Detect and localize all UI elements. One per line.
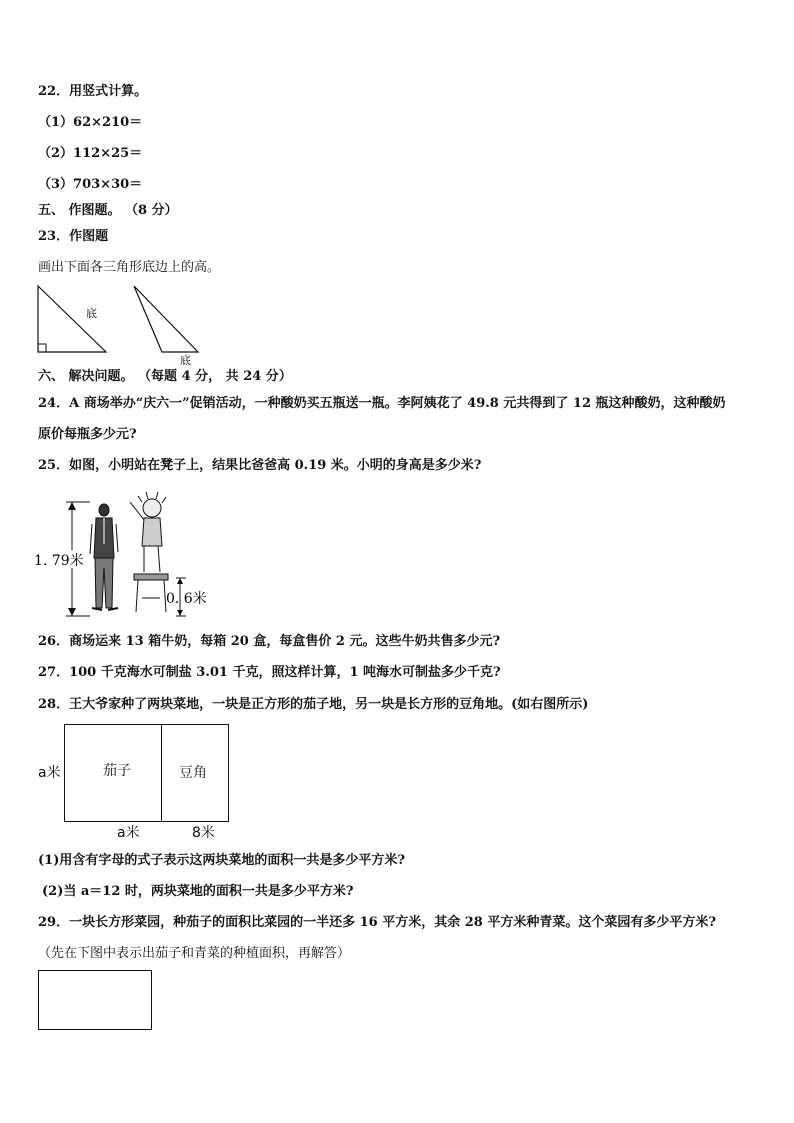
father-figure — [90, 504, 118, 610]
q23-triangles-figure — [30, 280, 210, 370]
bottom-8-label: 8米 — [192, 825, 215, 841]
q27-text: 27．100 千克海水可制盐 3.01 千克，照这样计算，1 吨海水可制盐多少千克? — [38, 665, 501, 680]
q29-note: （先在下图中表示出茄子和青菜的种植面积，再解答） — [38, 946, 351, 961]
q25-text: 25．如图，小明站在凳子上，结果比爸爸高 0.19 米。小明的身高是多少米? — [38, 458, 482, 473]
triangle-1-base-label: 底 — [86, 307, 97, 320]
q24-line-1: 24．A 商场举办“庆六一”促销活动，一种酸奶买五瓶送一瓶。李阿姨花了 49.8 元共得到了 12 瓶这种酸奶，这种酸奶 — [38, 396, 726, 411]
q23-prompt: 画出下面各三角形底边上的高。 — [38, 260, 221, 275]
eggplant-label: 茄子 — [103, 763, 131, 779]
q28-text: 28．王大爷家种了两块菜地，一块是正方形的茄子地，另一块是长方形的豆角地。(如右图所示) — [38, 697, 589, 712]
bottom-a-label: a米 — [117, 825, 140, 841]
bean-label: 豆角 — [179, 765, 207, 781]
boy-on-stool-figure — [130, 492, 168, 612]
triangle-2-base-label: 底 — [180, 354, 191, 367]
q22-item-2: （2）112×25＝ — [38, 146, 143, 161]
q23-title: 23．作图题 — [38, 229, 109, 244]
dad-height-label: 1. 79米 — [34, 553, 84, 569]
right-angle-mark — [38, 344, 46, 352]
q22-title: 22．用竖式计算。 — [38, 84, 148, 99]
q25-height-figure — [30, 488, 220, 623]
q29-text: 29．一块长方形菜园，种茄子的面积比菜园的一半还多 16 平方米，其余 28 平方米种青菜。这个菜园有多少平方米? — [38, 915, 716, 930]
obtuse-triangle — [134, 286, 198, 352]
q22-item-3: （3）703×30＝ — [38, 177, 143, 192]
section-6-title: 六、 解决问题。 （每题 4 分， 共 24 分） — [38, 369, 292, 384]
q28-sub-2: (2)当 a＝12 时，两块菜地的面积一共是多少平方米? — [42, 884, 354, 899]
stool-height-label: 0. 6米 — [166, 591, 207, 607]
garden-answer-rectangle[interactable] — [38, 970, 152, 1030]
section-5-title: 五、 作图题。 （8 分） — [38, 203, 178, 218]
square-side-label: a米 — [38, 765, 61, 781]
q28-sub-1: (1)用含有字母的式子表示这两块菜地的面积一共是多少平方米? — [38, 853, 405, 868]
q26-text: 26．商场运来 13 箱牛奶，每箱 20 盒，每盒售价 2 元。这些牛奶共售多少元? — [38, 634, 501, 649]
q22-item-1: （1）62×210＝ — [38, 115, 143, 130]
q24-line-2: 原价每瓶多少元? — [38, 427, 137, 442]
